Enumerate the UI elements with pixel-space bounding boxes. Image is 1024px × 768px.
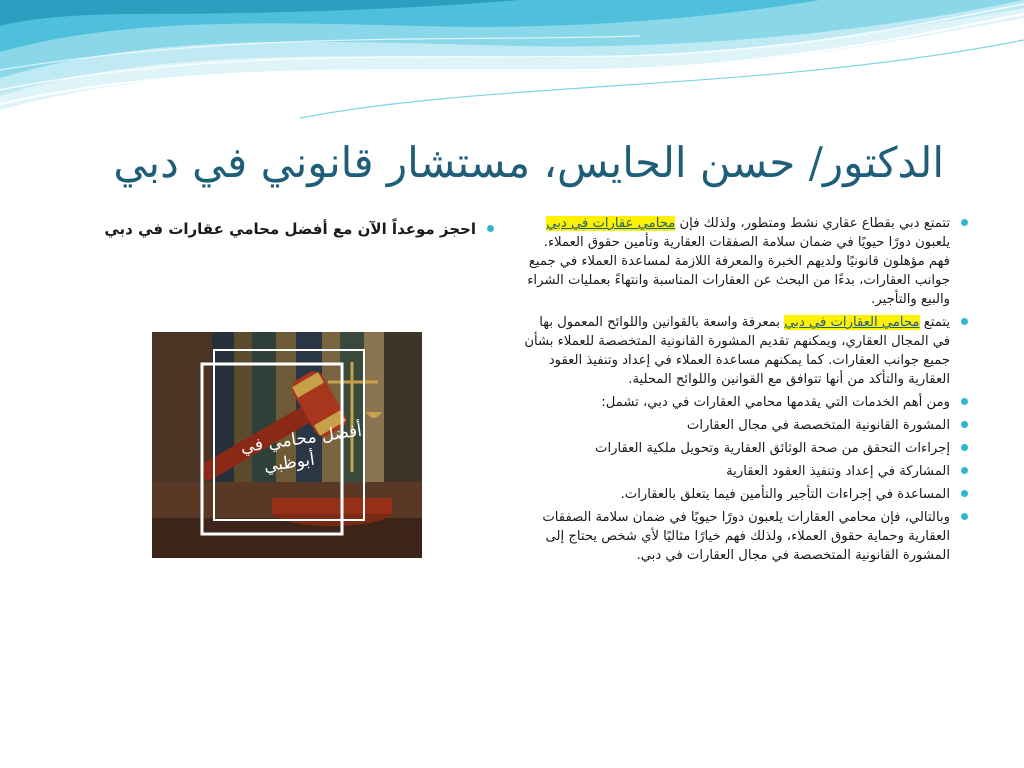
item-text: وبالتالي، فإن محامي العقارات يلعبون دورًا حيويًا في ضمان سلامة الصفقات العقارية وحماية حقوق العملاء، ولذلك فهم خيارًا مثاليًا لأي شخص يحتاج إلى المشورة القانونية المتخصصة في مجال العقارات في دبي.: [542, 510, 950, 563]
list-item: [524, 462, 968, 481]
lawyer-photo: [152, 332, 422, 558]
item-text: إجراءات التحقق من صحة الوثائق العقارية وتحويل ملكية العقارات: [595, 441, 950, 456]
list-item: [524, 416, 968, 435]
bullet-icon: [961, 513, 968, 520]
item-text-continued: يلعبون دورًا حيويًا في ضمان سلامة الصفقات العقارية وتأمين حقوق العملاء. فهم مؤهلون قانونيًا ولديهم الخبرة والمعرفة اللازمة لمساعدة العملاء في جميع جوانب العقارات، بدءًا من البحث عن العقارات المناسبة وانتهاءً بعمليات الشراء والبيع والتأجير.: [527, 235, 950, 307]
list-item: [524, 313, 968, 389]
cta-text: احجز موعداً الآن مع أفضل محامي عقارات في دبي: [104, 220, 476, 238]
bullet-icon: [961, 490, 968, 497]
slide-title: الدكتور/ حسن الحايس، مستشار قانوني في دبي: [113, 138, 944, 187]
bullet-list: [524, 214, 968, 565]
item-text: المشاركة في إعداد وتنفيذ العقود العقارية: [726, 464, 950, 479]
decorative-waves: [0, 0, 1024, 120]
lawyer-link[interactable]: محامي العقارات في دبي: [784, 315, 920, 330]
bullet-icon: [961, 318, 968, 325]
content-column: [524, 214, 968, 569]
item-text: ومن أهم الخدمات التي يقدمها محامي العقارات في دبي، تشمل:: [601, 395, 950, 410]
cta-column: [90, 218, 494, 244]
list-item: [524, 508, 968, 565]
item-text: المشورة القانونية المتخصصة في مجال العقارات: [686, 418, 950, 433]
bullet-icon: [961, 219, 968, 226]
item-text: تتمتع دبي بقطاع عقاري نشط ومتطور، ولذلك فإن: [675, 216, 950, 231]
cta-item: [90, 218, 494, 240]
list-item: [524, 214, 968, 309]
cta-list: [90, 218, 494, 240]
bullet-icon: [961, 467, 968, 474]
list-item: [524, 485, 968, 504]
bullet-icon: [961, 444, 968, 451]
list-item: [524, 439, 968, 458]
photo-caption-line-1: أفضل محامي في: [239, 420, 364, 458]
bullet-icon: [961, 398, 968, 405]
item-text: المساعدة في إجراءات التأجير والتأمين فيما يتعلق بالعقارات.: [620, 487, 950, 502]
bullet-icon: [961, 421, 968, 428]
photo-caption-line-2: أبوظبي: [262, 449, 316, 477]
item-text-continued: بمعرفة واسعة بالقوانين واللوائح المعمول بها في المجال العقاري، ويمكنهم تقديم المشورة القانونية المتخصصة للعملاء بشأن جميع جوانب العقارات. كما يمكنهم مساعدة العملاء في إعداد وتنفيذ العقود العقارية والتأكد من أنها تتوافق مع القوانين واللوائح المحلية.: [524, 315, 950, 387]
bullet-icon: [487, 225, 494, 232]
lawyer-link[interactable]: محامي عقارات في دبي: [546, 216, 676, 231]
item-text: يتمتع: [919, 315, 950, 330]
list-item: [524, 393, 968, 412]
